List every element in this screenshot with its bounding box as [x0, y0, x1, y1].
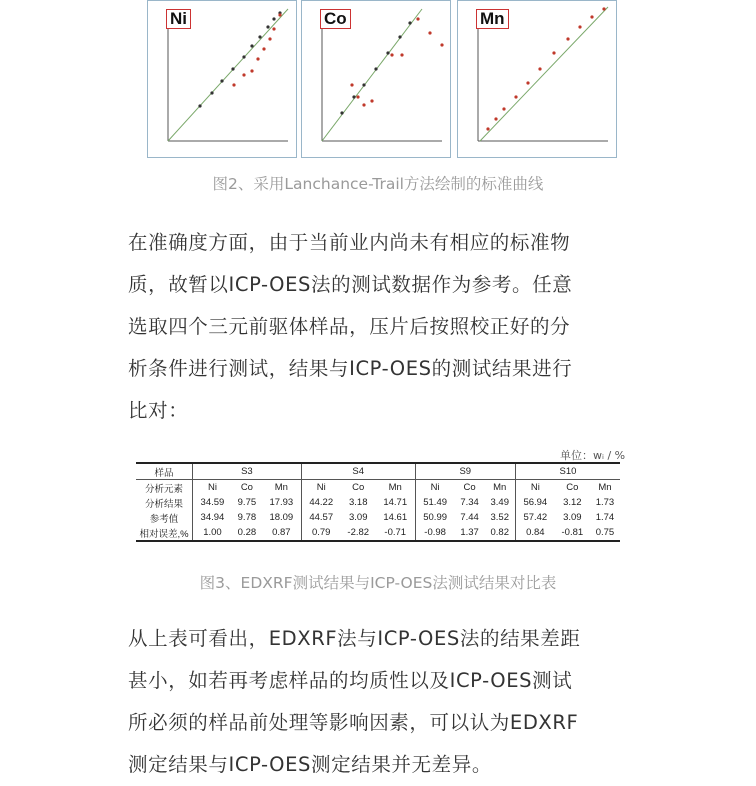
table-cell: 3.18 — [348, 497, 368, 508]
mn-calibration-chart — [457, 0, 617, 158]
table-cell: Ni — [515, 480, 554, 496]
table-cell: 3.09 — [563, 512, 582, 523]
sample-header-cell: S10 — [515, 463, 620, 480]
table-cell: Co — [566, 482, 579, 493]
table-cell: 0.82 — [485, 525, 516, 541]
data-point — [362, 83, 365, 86]
table-cell: -0.71 — [376, 525, 415, 541]
data-point — [340, 111, 343, 114]
paragraph-line: 质，故暂以ICP-OES法的测试数据作为参考。任意 — [128, 273, 573, 296]
data-point — [362, 103, 365, 106]
table-cell: Ni — [193, 480, 232, 496]
data-point — [440, 43, 443, 46]
table-cell: 1.73 — [595, 497, 615, 508]
table-cell: 18.09 — [269, 512, 294, 523]
data-point — [220, 79, 223, 82]
data-point — [428, 31, 431, 34]
table-header-row — [136, 463, 620, 480]
figure3-caption: 图3、EDXRF测试结果与ICP-OES法测试结果对比表 — [199, 574, 557, 592]
table-cell: 3.12 — [563, 497, 582, 508]
data-point — [262, 47, 265, 50]
table-row — [136, 510, 620, 525]
table-row — [136, 480, 620, 496]
row-label: 参考值 — [149, 513, 179, 525]
paragraph-line: 比对： — [128, 399, 189, 422]
data-point — [250, 69, 253, 72]
accuracy-paragraph — [128, 222, 628, 432]
table-cell: 1.00 — [193, 525, 232, 541]
table-cell: 0.84 — [515, 525, 554, 541]
data-point — [268, 37, 271, 40]
table-cell: 14.61 — [383, 512, 408, 523]
data-point — [350, 83, 353, 86]
table-cell: Co — [463, 482, 476, 493]
table-cell: Mn — [388, 482, 402, 493]
data-point — [258, 35, 261, 38]
table-cell: 7.34 — [460, 497, 479, 508]
mn-chart-label: Mn — [476, 9, 509, 29]
table-cell: 44.57 — [301, 510, 340, 525]
data-point — [400, 53, 403, 56]
co-chart-label: Co — [320, 9, 351, 29]
sample-header-cell: S9 — [415, 463, 515, 480]
table-cell: 34.59 — [193, 495, 232, 510]
data-point — [272, 17, 275, 20]
table-cell: 34.94 — [193, 510, 232, 525]
table-cell: 0.79 — [301, 525, 340, 541]
table-cell: 1.74 — [595, 512, 615, 523]
data-point — [356, 95, 359, 98]
paragraph-line: 在准确度方面，由于当前业内尚未有相应的标准物 — [128, 231, 571, 254]
table-body — [136, 480, 620, 542]
sample-header-cell: S4 — [301, 463, 415, 480]
data-point — [386, 51, 389, 54]
sample-header-cell: S3 — [193, 463, 302, 480]
data-point — [486, 127, 489, 130]
table-cell: -2.82 — [341, 525, 376, 541]
data-point — [526, 81, 529, 84]
table-cell: 57.42 — [515, 510, 554, 525]
table-unit-label: 单位：wᵢ / % — [560, 449, 626, 462]
data-point — [494, 117, 497, 120]
data-point — [602, 7, 605, 10]
ni-calibration-chart — [147, 0, 297, 158]
data-point — [256, 57, 259, 60]
table-row — [136, 525, 620, 541]
paragraph-line: 从上表可看出，EDXRF法与ICP-OES法的结果差距 — [128, 627, 581, 650]
sample-header: 样品 — [136, 463, 193, 480]
data-point — [566, 37, 569, 40]
table-cell: Ni — [415, 480, 454, 496]
data-point — [538, 67, 541, 70]
ni-chart-label: Ni — [166, 9, 191, 29]
table-cell: 50.99 — [415, 510, 454, 525]
paragraph-line: 所必须的样品前处理等影响因素，可以认为EDXRF — [128, 711, 579, 734]
table-cell: Co — [352, 482, 365, 493]
row-label: 分析结果 — [144, 498, 183, 510]
paragraph-line: 甚小，如若再考虑样品的均质性以及ICP-OES测试 — [128, 669, 573, 692]
table-cell: -0.98 — [415, 525, 454, 541]
data-point — [390, 53, 393, 56]
data-point — [242, 73, 245, 76]
row-label: 分析元素 — [144, 483, 183, 495]
table-cell: 14.71 — [383, 497, 408, 508]
paragraph-line: 选取四个三元前驱体样品，压片后按照校正好的分 — [128, 315, 571, 338]
figure2-caption: 图2、采用Lanchance-Trail方法绘制的标准曲线 — [212, 175, 544, 193]
table-cell: 51.49 — [415, 495, 454, 510]
data-point — [416, 17, 419, 20]
data-point — [578, 25, 581, 28]
data-point — [232, 83, 235, 86]
table-cell: Mn — [598, 482, 612, 493]
table-cell: 7.44 — [460, 512, 479, 523]
table-cell: 0.28 — [232, 525, 262, 541]
table-cell: Ni — [301, 480, 340, 496]
data-point — [198, 104, 201, 107]
data-point — [590, 15, 593, 18]
data-point — [266, 25, 269, 28]
data-point — [272, 27, 275, 30]
data-point — [370, 99, 373, 102]
table-cell: Mn — [493, 482, 507, 493]
table-cell: 1.37 — [455, 525, 485, 541]
table-cell: -0.81 — [555, 525, 590, 541]
table-cell: 44.22 — [301, 495, 340, 510]
table-cell: 3.49 — [490, 497, 509, 508]
data-point — [242, 55, 245, 58]
data-point — [231, 67, 234, 70]
table-cell: Co — [240, 482, 253, 493]
table-cell: 0.75 — [590, 525, 620, 541]
data-point — [210, 91, 213, 94]
table-cell: 9.78 — [237, 512, 257, 523]
table-cell: 56.94 — [515, 495, 554, 510]
table-cell: Mn — [274, 482, 288, 493]
data-point — [502, 107, 505, 110]
co-calibration-chart — [301, 0, 451, 158]
paragraph-line: 析条件进行测试，结果与ICP-OES的测试结果进行 — [128, 357, 573, 380]
table-row — [136, 495, 620, 510]
data-point — [408, 21, 411, 24]
conclusion-paragraph — [128, 618, 628, 786]
data-point — [514, 95, 517, 98]
data-point — [250, 44, 253, 47]
paragraph-line: 测定结果与ICP-OES测定结果并无差异。 — [128, 753, 492, 776]
data-point — [352, 95, 355, 98]
row-label: 相对误差,% — [136, 525, 193, 541]
data-point — [374, 67, 377, 70]
table-cell: 3.52 — [490, 512, 509, 523]
table-cell: 3.09 — [348, 512, 368, 523]
table-cell: 17.93 — [269, 497, 294, 508]
data-point — [398, 35, 401, 38]
calibration-curves-figure — [147, 0, 615, 160]
data-point — [278, 13, 281, 16]
data-point — [552, 51, 555, 54]
table-cell: 0.87 — [262, 525, 301, 541]
table-cell: 9.75 — [237, 497, 257, 508]
comparison-table — [136, 462, 620, 542]
